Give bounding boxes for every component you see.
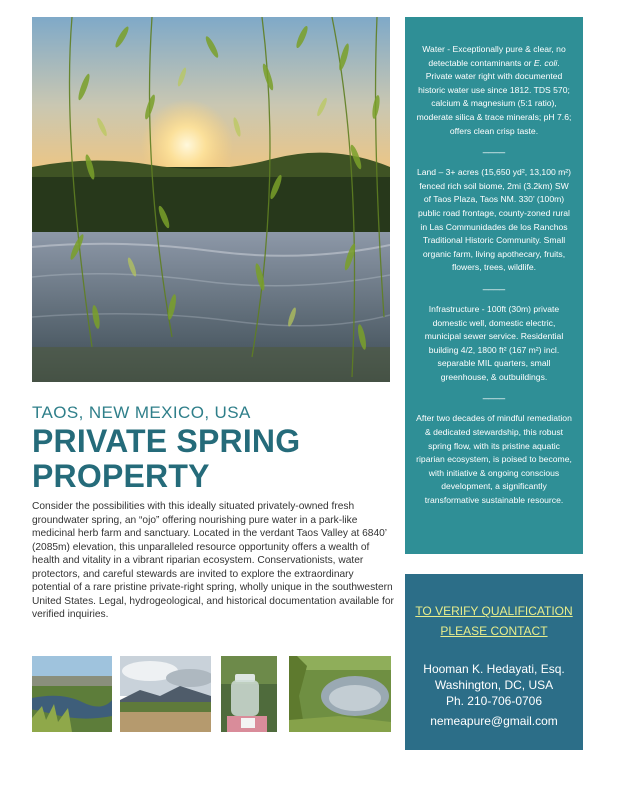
photo-water-jar xyxy=(221,656,277,732)
separator: ____ xyxy=(482,389,506,401)
property-details-panel xyxy=(405,17,583,554)
verify-qualification-link[interactable]: TO VERIFY QUALIFICATION PLEASE CONTACT xyxy=(415,604,573,638)
contact-name: Hooman K. Hedayati, Esq. xyxy=(423,662,565,676)
water-details: Water - Exceptionally pure & clear, no detectable contaminants or E. coli. Private water right with documented historic water use since 1812. TDS 570; calcium & magnesium (5:1 ratio), moderate silica & trace minerals; pH 7.6; offers clean crisp taste. xyxy=(416,44,572,136)
contact-email[interactable]: nemeapure@gmail.com xyxy=(430,714,558,728)
land-details: Land – 3+ acres (15,650 yd², 13,100 m²) fenced rich soil biome, 2mi (3.2km) SW of Taos Plaza, Taos NM. 330’ (100m) public road frontage, county-zoned rural in Las Communidades de los Ranchos Traditional Historic Community. Small organic farm, living apothecary, fruits, flowers, trees, wildlife. xyxy=(416,167,572,273)
infrastructure-details: Infrastructure - 100ft (30m) private domestic well, domestic electric, municipal sewer service. Residential building 4/2, 1800 ft² (167 m²) incl. separable MIL quarters, small greenhouse, & outbuildings. xyxy=(424,303,564,382)
location-heading: TAOS, NEW MEXICO, USA xyxy=(32,403,251,422)
contact-panel xyxy=(405,574,583,750)
contact-location: Washington, DC, USA xyxy=(434,678,554,692)
separator: ____ xyxy=(482,279,506,291)
contact-phone[interactable]: Ph. 210-706-0706 xyxy=(445,694,543,708)
intro-paragraph: Consider the possibilities with this ideally situated privately-owned fresh groundwater spring, an “ojo” offering nourishing pure water in a park-like medicinal herb farm and sanctuary. Located in the verdant Taos Valley at 6840’ (2085m) elevation, this unparalleled resource opportunity offers a wealth of health and vitality in a vibrant riparian ecosystem. Conservationists, water protectors, and careful stewards are invited to explore the extraordinary potential of a rare pristine private-right spring, wholly unique in the southwestern United States. Legal, hydrogeological, and historical documentation available for verified inquiries. xyxy=(32,501,394,620)
separator: ____ xyxy=(482,143,506,155)
page-title: PRIVATE SPRING PROPERTY xyxy=(32,423,301,494)
photo-mountain-field xyxy=(120,656,211,732)
hero-photo xyxy=(32,17,390,382)
photo-pond-grass xyxy=(32,656,112,732)
stewardship-summary: After two decades of mindful remediation & dedicated stewardship, this robust spring flow, with its pristine aquatic riparian ecosystem, is poised to become, with initiative & ongoing conscious development, a significantly transformative sustainable resource. xyxy=(416,413,572,506)
photo-spring-pond xyxy=(289,656,391,732)
